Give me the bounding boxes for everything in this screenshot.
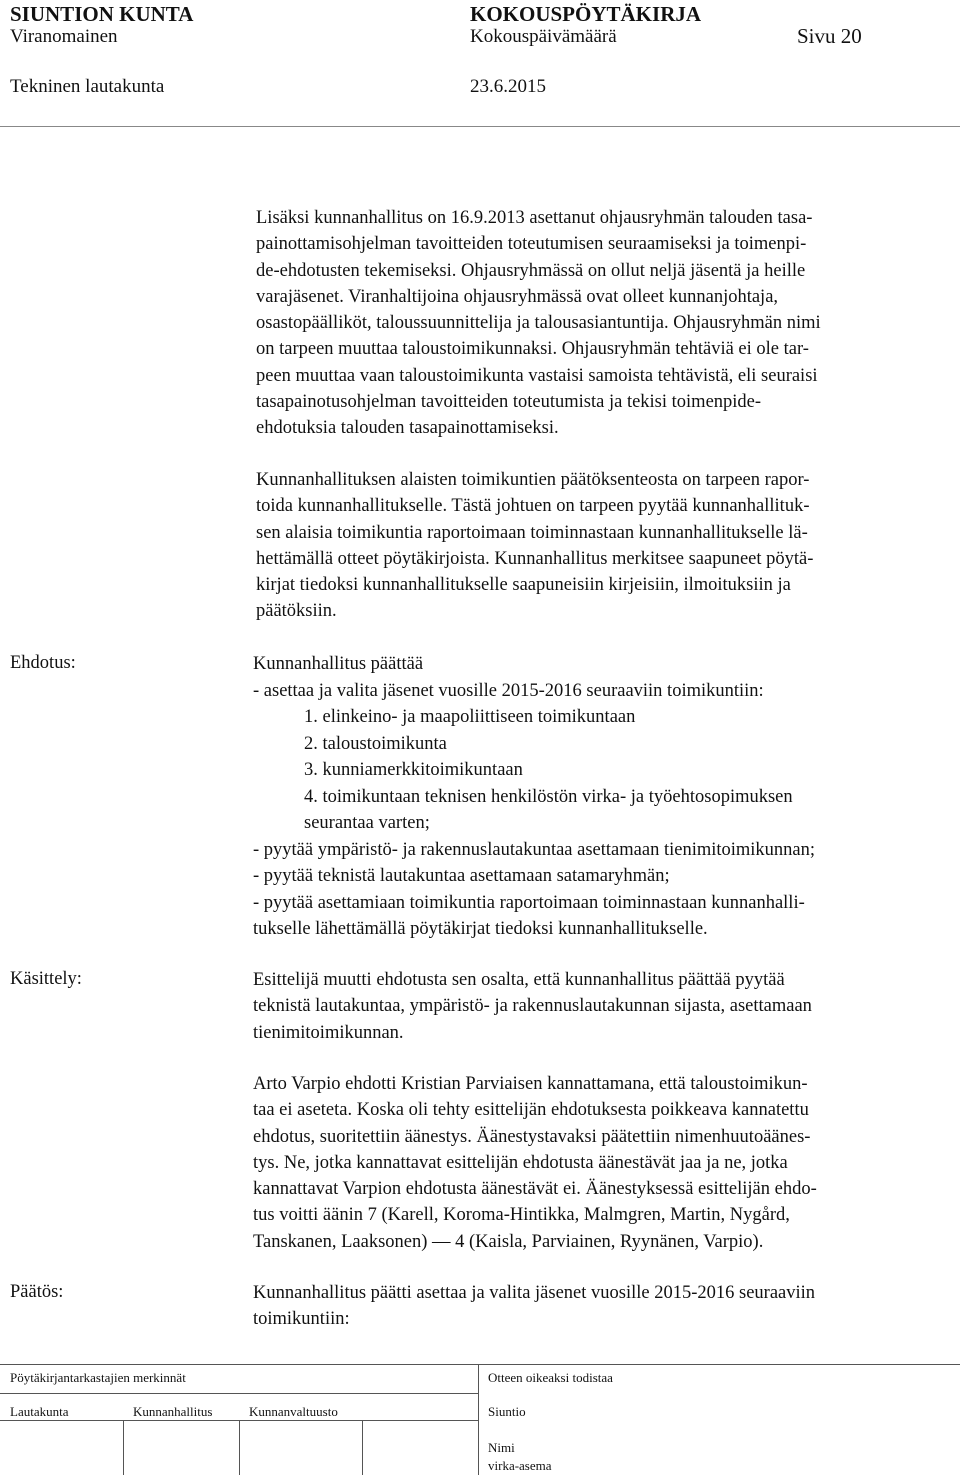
text-line: painottamisohjelman tavoitteiden toteutumisen seuraamiseksi ja toimenpi- [256,234,807,255]
text-line: Kunnanhallituksen alaisten toimikuntien päätöksenteosta on tarpeen rapor- [256,470,810,490]
column-kunnanvaltuusto: Kunnanvaltuusto [249,1404,338,1419]
proposal-item: - pyytää asettamiaan toimikuntia raportoimaan toiminnastaan kunnanhalli- [253,892,805,913]
handling-paragraph-2 [253,1071,817,1255]
decision-label: Päätös: [10,1282,64,1302]
authority-label: Viranomainen [10,26,118,47]
organization-name: SIUNTION KUNTA [10,2,194,26]
meeting-date: 23.6.2015 [470,76,546,97]
footer-border [239,1420,240,1475]
footer-border [0,1364,960,1365]
signatures-label: Pöytäkirjantarkastajien merkinnät [10,1370,186,1385]
footer-border [362,1420,363,1475]
text-line: Tanskanen, Laaksonen) — 4 (Kaisla, Parviainen, Ryynänen, Varpio). [253,1231,764,1252]
committee-item: 1. elinkeino- ja maapoliittiseen toimikuntaan [304,707,636,727]
text-line: teknistä lautakuntaa, ympäristö- ja rakennuslautakunnan sijasta, asettamaan [253,996,812,1017]
place-label: Siuntio [488,1404,526,1419]
proposal-item-continuation: tukselle lähettämällä pöytäkirjat tiedoksi kunnanhallitukselle. [253,919,708,939]
header-divider [0,126,960,127]
text-line: hettämällä otteet pöytäkirjoista. Kunnanhallitus merkitsee saapuneet pöytä- [256,548,814,569]
text-line: taa ei aseteta. Koska oli tehty esittelijän ehdotuksesta poikkeava kannatettu [253,1100,809,1121]
text-line: tasapainotusohjelman tavoitteiden toteutumista ja tekisi toimenpide- [256,392,762,413]
proposal-item: - asettaa ja valita jäsenet vuosille 2015-2016 seuraaviin toimikuntiin: [253,680,764,701]
text-line: toimikuntiin: [253,1309,350,1330]
handling-paragraph-1 [253,967,812,1046]
text-line: Arto Varpio ehdotti Kristian Parviaisen kannattamana, että taloustoimikun- [253,1074,808,1094]
page-number: Sivu 20 [797,24,862,48]
meeting-date-label: Kokouspäivämäärä [470,26,617,47]
proposal-item: - pyytää ympäristö- ja rakennuslautakuntaa asettamaan tienimitoimikunnan; [253,839,816,860]
body-paragraph-1 [256,205,821,442]
committee-item: 3. kunniamerkkitoimikuntaan [304,760,523,780]
text-line: peen muuttaa vaan taloustoimikunta vastaisi samoista tehtävistä, eli seuraisi [256,365,818,386]
body-paragraph-2 [256,467,813,625]
committee-item: 2. taloustoimikunta [304,733,447,754]
committee-item-continuation: seurantaa varten; [304,813,430,833]
text-line: tys. Ne, jotka kannattavat esittelijän ehdotusta äänestävät jaa ja ne, jotka [253,1152,788,1173]
text-line: varajäsenet. Viranhaltijoina ohjausryhmässä ovat olleet kunnanjohtaja, [256,286,779,307]
handling-label: Käsittely: [10,969,82,989]
text-line: kirjat tiedoksi kunnanhallitukselle saapuneisiin kirjeisiin, ilmoituksiin ja [256,575,791,596]
proposal-content [253,651,815,943]
text-line: kannattavat Varpion ehdotusta äänestävät ei. Äänestyksessä esittelijän ehdo- [253,1179,817,1200]
text-line: osastopäälliköt, taloussuunnittelija ja talousasiantuntija. Ohjausryhmän nimi [256,313,821,334]
footer-border [478,1364,479,1475]
column-lautakunta: Lautakunta [10,1404,69,1419]
text-line: Lisäksi kunnanhallitus on 16.9.2013 asettanut ohjausryhmän talouden tasa- [256,208,813,228]
text-line: de-ehdotusten tekemiseksi. Ohjausryhmässä on ollut neljä jäsentä ja heille [256,260,806,281]
committee-item: 4. toimikuntaan teknisen henkilöstön virka- ja työehtosopimuksen [304,786,793,807]
text-line: sen alaisia toimikuntia raportoimaan toiminnastaan kunnanhallitukselle lä- [256,522,808,543]
certified-label: Otteen oikeaksi todistaa [488,1370,613,1385]
text-line: ehdotuksia talouden tasapainottamiseksi. [256,418,559,439]
footer-border [123,1420,124,1475]
text-line: ehdotus, suoritettiin äänestys. Äänestystavaksi päätettiin nimenhuutoäänes- [253,1126,811,1147]
position-label: virka-asema [488,1458,552,1473]
text-line: Kunnanhallitus päätti asettaa ja valita jäsenet vuosille 2015-2016 seuraaviin [253,1283,816,1303]
footer-border [0,1393,478,1394]
column-kunnanhallitus: Kunnanhallitus [133,1404,213,1419]
decision-paragraph [253,1280,815,1333]
text-line: päätöksiin. [256,601,337,622]
document-type: KOKOUSPÖYTÄKIRJA [470,2,702,26]
authority-name: Tekninen lautakunta [10,76,165,97]
text-line: tus voitti äänin 7 (Karell, Koroma-Hintikka, Malmgren, Martin, Nygård, [253,1205,790,1226]
text-line: tienimitoimikunnan. [253,1022,404,1043]
footer-signature-table [0,1364,960,1475]
text-line: on tarpeen muuttaa taloustoimikunnaksi. Ohjausryhmän tehtäviä ei ole tar- [256,339,809,360]
text-line: Esittelijä muutti ehdotusta sen osalta, että kunnanhallitus päättää pyytää [253,970,785,990]
name-label: Nimi [488,1440,515,1455]
proposal-intro: Kunnanhallitus päättää [253,654,424,674]
proposal-label: Ehdotus: [10,653,76,673]
text-line: toida kunnanhallitukselle. Tästä johtuen on tarpeen pyytää kunnanhallituk- [256,496,810,517]
proposal-item: - pyytää teknistä lautakuntaa asettamaan satamaryhmän; [253,866,670,886]
